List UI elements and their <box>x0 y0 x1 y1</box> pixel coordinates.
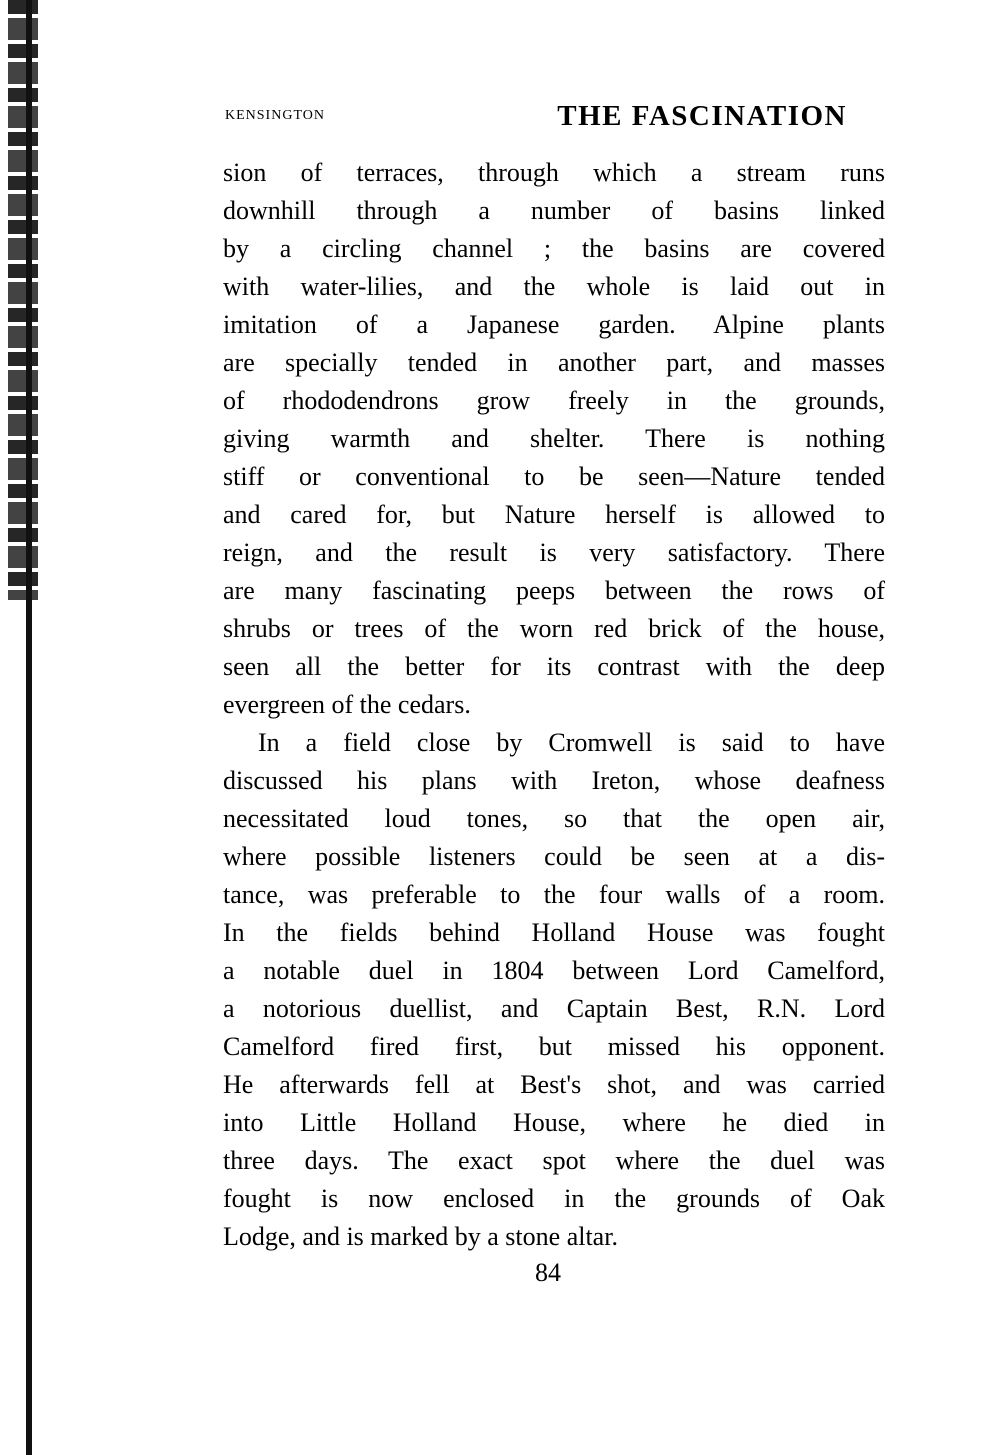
text-line: into Little Holland House, where he died in <box>223 1108 885 1137</box>
text-line: a notorious duellist, and Captain Best, R.N. Lord <box>223 994 885 1023</box>
text-line: of rhododendrons grow freely in the grounds, <box>223 386 885 415</box>
paragraph <box>223 724 885 1256</box>
text-line: evergreen of the cedars. <box>223 690 471 719</box>
book-gutter-line <box>26 0 32 1455</box>
text-line: necessitated loud tones, so that the open air, <box>223 804 885 833</box>
text-line: sion of terraces, through which a stream runs <box>223 158 885 187</box>
text-line: discussed his plans with Ireton, whose deafness <box>223 766 885 795</box>
text-line: by a circling channel ; the basins are covered <box>223 234 885 263</box>
text-line: In a field close by Cromwell is said to have <box>258 728 885 757</box>
text-line: tance, was preferable to the four walls of a room. <box>223 880 885 909</box>
body-text <box>223 154 885 1256</box>
text-line: and cared for, but Nature herself is allowed to <box>223 500 885 529</box>
text-line: In the fields behind Holland House was fought <box>223 918 885 947</box>
text-line: a notable duel in 1804 between Lord Camelford, <box>223 956 885 985</box>
book-binding-edge <box>8 0 38 600</box>
text-line: are many fascinating peeps between the rows of <box>223 576 885 605</box>
text-line: are specially tended in another part, and masses <box>223 348 885 377</box>
text-line: where possible listeners could be seen at a dis- <box>223 842 885 871</box>
text-line: imitation of a Japanese garden. Alpine plants <box>223 310 885 339</box>
running-head-title: THE FASCINATION <box>557 100 847 132</box>
running-head <box>225 100 847 136</box>
paragraph <box>223 154 885 724</box>
text-line: Lodge, and is marked by a stone altar. <box>223 1222 618 1251</box>
text-line: giving warmth and shelter. There is nothing <box>223 424 885 453</box>
text-line: reign, and the result is very satisfactory. There <box>223 538 885 567</box>
text-line: seen all the better for its contrast with the deep <box>223 652 885 681</box>
text-line: shrubs or trees of the worn red brick of the house, <box>223 614 885 643</box>
text-line: He afterwards fell at Best's shot, and was carried <box>223 1070 885 1099</box>
text-line: with water-lilies, and the whole is laid out in <box>223 272 885 301</box>
text-line: fought is now enclosed in the grounds of Oak <box>223 1184 885 1213</box>
text-line: stiff or conventional to be seen—Nature tended <box>223 462 885 491</box>
text-line: downhill through a number of basins linked <box>223 196 885 225</box>
running-head-left: KENSINGTON <box>225 108 325 123</box>
text-line: Camelford fired first, but missed his opponent. <box>223 1032 885 1061</box>
text-line: three days. The exact spot where the duel was <box>223 1146 885 1175</box>
page-number: 84 <box>535 1258 561 1287</box>
